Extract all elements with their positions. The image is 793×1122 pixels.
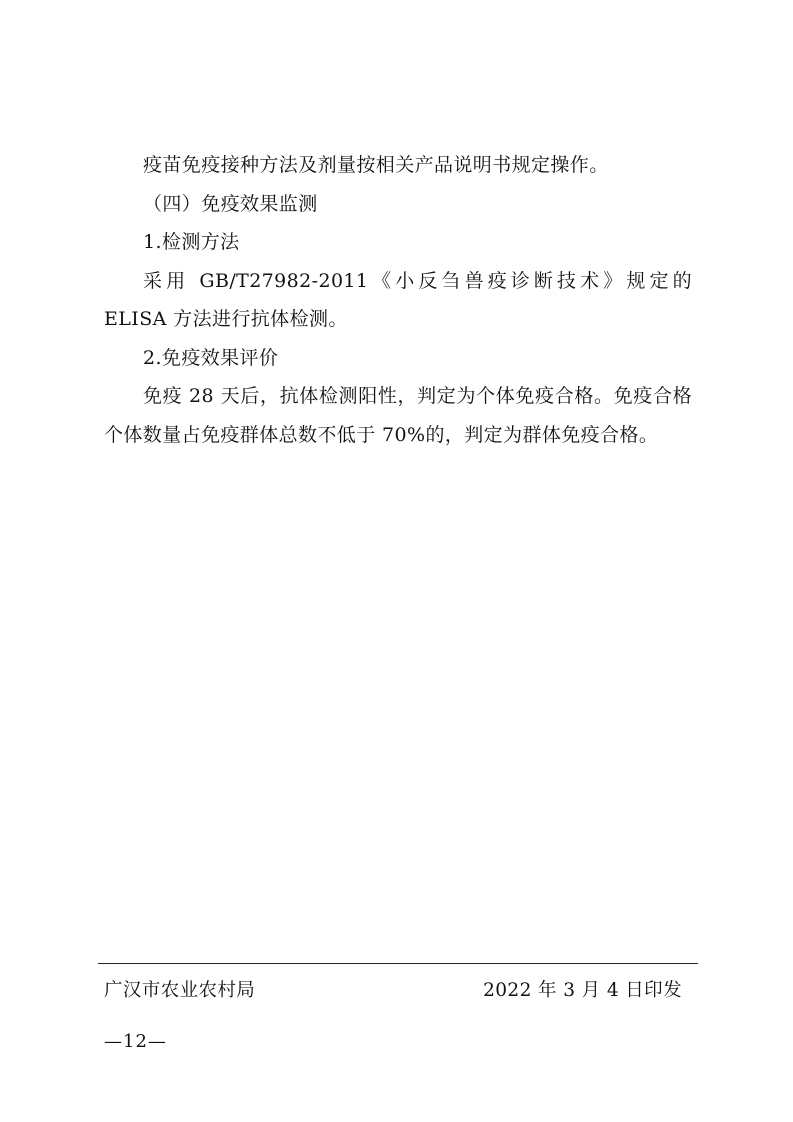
issuer-name: 广汉市农业农村局: [104, 980, 256, 1001]
body-line-vaccination-method: 疫苗免疫接种方法及剂量按相关产品说明书规定操作。: [143, 154, 609, 176]
section-heading-immune-monitoring: （四）免疫效果监测: [143, 192, 318, 215]
issue-date: 2022 年 3 月 4 日印发: [483, 980, 682, 1001]
subheading-detection-method: 1.检测方法: [143, 231, 240, 253]
subheading-immune-evaluation: 2.免疫效果评价: [143, 346, 279, 369]
page-number: —12—: [104, 1031, 167, 1052]
imprint-block: [98, 963, 698, 1009]
page-content: [104, 146, 692, 454]
paragraph-detection-method: 采用 GB/T27982-2011《小反刍兽疫诊断技术》规定的 ELISA 方法进行抗体检测。: [104, 269, 692, 330]
paragraph-immune-evaluation: 免疫 28 天后，抗体检测阳性，判定为个体免疫合格。免疫合格个体数量占免疫群体总数不低于 70%的，判定为群体免疫合格。: [104, 385, 692, 446]
